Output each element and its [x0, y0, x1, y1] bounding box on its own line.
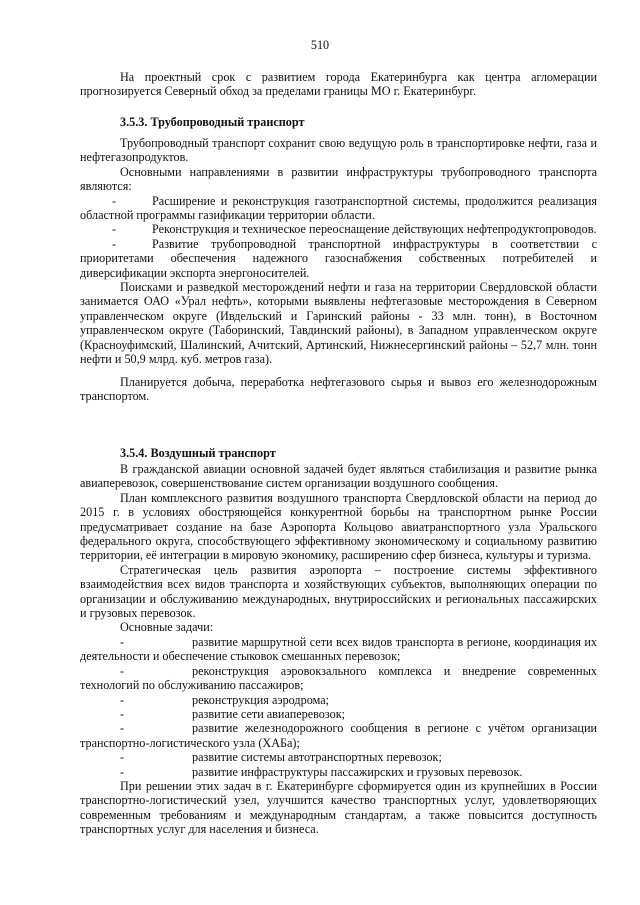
- list-dash: -: [120, 750, 125, 765]
- air-task-item: [80, 765, 597, 779]
- pipeline-paragraph-3: Поисками и разведкой месторождений нефти и газа на территории Свердловской области занимается ОАО «Урал нефть», которыми выявлены нефтегазовые месторождения в Северном управленческом округе (Ивдельский и Гаринский районы - 33 млн. тонн), в Восточном управленческом округе (Таборинский, Тавдинский районы), в Западном управленческом округе (Красноуфимский, Шалинский, Ачитский, Артинский, Нижнесергинский районы – 52,7 млн. тонн нефти и 50,9 млрд. куб. метров газа).: [80, 280, 597, 367]
- air-task-item: [80, 664, 597, 693]
- list-item-text: развитие системы автотранспортных перевозок;: [192, 750, 442, 765]
- air-task-item: [80, 707, 597, 721]
- list-item-text: развитие маршрутной сети всех видов транспорта в регионе, координация их деятельности и обеспечение стыковок смешанных перевозок;: [80, 634, 597, 664]
- section-heading-air: 3.5.4. Воздушный транспорт: [120, 446, 276, 460]
- air-task-item: [80, 693, 597, 707]
- section-heading-pipeline: 3.5.3. Трубопроводный транспорт: [120, 115, 305, 129]
- air-task-item: [80, 635, 597, 664]
- pipeline-list-item: [80, 222, 597, 236]
- list-item-text: развитие сети авиаперевозок;: [192, 706, 346, 721]
- intro-text: На проектный срок с развитием города Екатеринбурга как центра агломерации прогнозируется Северный обход за пределами границы МО г. Екатеринбург.: [80, 70, 597, 99]
- intro-paragraph: [80, 70, 597, 99]
- pipeline-paragraph-1: Трубопроводный транспорт сохранит свою ведущую роль в транспортировке нефти, газа и нефтегазопродуктов.: [80, 136, 597, 165]
- section-pipeline-body: [80, 136, 597, 403]
- pipeline-paragraph-2: Основными направлениями в развитии инфраструктуры трубопроводного транспорта являются:: [80, 164, 597, 194]
- section-air-body: [80, 462, 597, 837]
- list-dash: -: [112, 222, 117, 237]
- list-dash: -: [120, 721, 125, 736]
- list-item-text: реконструкция аэродрома;: [192, 692, 330, 707]
- page-number: 510: [310, 38, 330, 52]
- air-paragraph-2: План комплексного развития воздушного транспорта Свердловской области на период до 2015 г. в условиях обостряющейся конкурентной борьбы на транспортном рынке России предусматривает создание на базе Аэропорта Кольцово авиатранспортного узла Уральского федерального округа, способствующего эффективному экономическому и социальному развитию территории, её интеграции в мировую экономику, расширению сфер бизнеса, культуры и туризма.: [80, 490, 597, 563]
- air-paragraph-1: В гражданской авиации основной задачей будет являться стабилизация и развитие рынка авиаперевозок, совершенствование систем организации воздушного сообщения.: [80, 462, 597, 491]
- pipeline-list-item: [80, 237, 597, 280]
- list-dash: -: [120, 692, 125, 707]
- list-dash: -: [112, 236, 117, 251]
- list-dash: -: [120, 764, 125, 779]
- air-paragraph-4: При решении этих задач в г. Екатеринбурге сформируется один из крупнейших в России транспортно-логистический узел, улучшится качество транспортных услуг, удовлетворяющих современным требованиям и международным стандартам, а также повысится доступность транспортных услуг для населения и бизнеса.: [80, 778, 597, 837]
- pipeline-paragraph-4: Планируется добыча, переработка нефтегазового сырья и вывоз его железнодорожным транспортом.: [80, 374, 597, 403]
- air-task-item: [80, 721, 597, 750]
- list-item-text: Реконструкция и техническое переоснащение действующих нефтепродуктопроводов.: [152, 222, 597, 237]
- pipeline-list-item: [80, 194, 597, 223]
- list-item-text: Расширение и реконструкция газотранспортной системы, продолжится реализация областной программы газификации территории области.: [80, 193, 597, 223]
- air-task-item: [80, 750, 597, 764]
- air-tasks-label: Основные задачи:: [120, 620, 214, 635]
- list-item-text: Развитие трубопроводной транспортной инфраструктуры в соответствии с приоритетами обеспечения надежного газоснабжения собственных потребителей и диверсификации экспорта энергоносителей.: [80, 236, 597, 280]
- list-dash: -: [120, 634, 125, 649]
- list-item-text: реконструкция аэровокзального комплекса и внедрение современных технологий по обслуживанию пассажиров;: [80, 663, 597, 693]
- list-dash: -: [120, 706, 125, 721]
- list-dash: -: [112, 193, 117, 208]
- air-paragraph-3: Стратегическая цель развития аэропорта – построение системы эффективного взаимодействия всех видов транспорта и хозяйствующих субъектов, выполняющих операции по организации и обслуживанию международных, внутрироссийских и региональных пассажирских и грузовых перевозок.: [80, 562, 597, 621]
- list-dash: -: [120, 663, 125, 678]
- list-item-text: развитие инфраструктуры пассажирских и грузовых перевозок.: [192, 764, 523, 779]
- list-item-text: развитие железнодорожного сообщения в регионе с учётом организации транспортно-логистического узла (ХАБа);: [80, 721, 597, 750]
